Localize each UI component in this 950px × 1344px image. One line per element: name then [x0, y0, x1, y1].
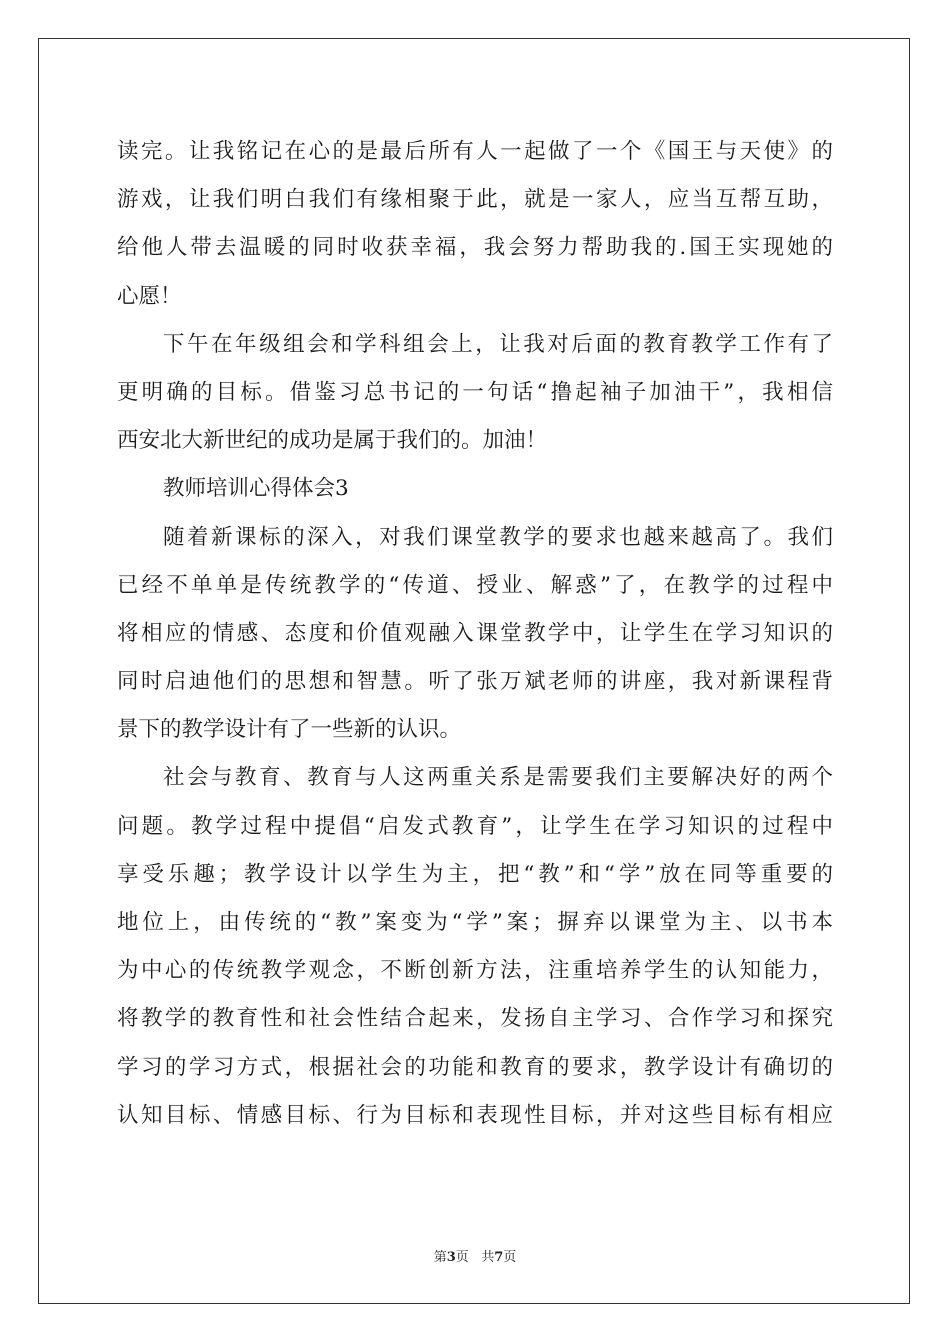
section-heading: 教师培训心得体会3	[163, 476, 349, 502]
text-line: 游戏，让我们明白我们有缘相聚于此，就是一家人，应当互帮互助，	[117, 187, 833, 213]
text-line: 将相应的情感、态度和价值观融入课堂教学中，让学生在学习知识的	[117, 620, 833, 646]
text-line: 社会与教育、教育与人这两重关系是需要我们主要解决好的两个	[163, 765, 833, 791]
text-line: 景下的教学设计有了一些新的认识。	[117, 717, 462, 743]
page-number: 3	[446, 1250, 456, 1265]
text-line: 下午在年级组会和学科组会上，让我对后面的教育教学工作有了	[163, 331, 833, 357]
text-line: 西安北大新世纪的成功是属于我们的。加油！	[117, 428, 548, 454]
text-line: 将教学的教育性和社会性结合起来，发扬自主学习、合作学习和探究	[117, 1006, 833, 1032]
page-footer	[0, 1246, 950, 1265]
page-suffix: 页	[455, 1250, 469, 1265]
text-line: 地位上，由传统的“教”案变为“学”案；摒弃以课堂为主、以书本	[117, 910, 833, 935]
document-body	[117, 128, 833, 1140]
text-line: 给他人带去温暖的同时收获幸福，我会努力帮助我的.国王实现她的	[117, 235, 833, 261]
text-line: 随着新课标的深入，对我们课堂教学的要求也越来越高了。我们	[163, 524, 833, 550]
text-line: 已经不单单是传统教学的“传道、授业、解惑”了，在教学的过程中	[117, 572, 833, 598]
text-line: 读完。让我铭记在心的是最后所有人一起做了一个《国王与天使》的	[117, 139, 833, 164]
text-line: 更明确的目标。借鉴习总书记的一句话“撸起袖子加油干”，我相信	[117, 379, 833, 405]
text-line: 同时启迪他们的思想和智慧。听了张万斌老师的讲座，我对新课程背	[117, 669, 833, 695]
text-line: 认知目标、情感目标、行为目标和表现性目标，并对这些目标有相应	[117, 1102, 833, 1128]
text-line: 心愿！	[117, 283, 182, 309]
text-line: 问题。教学过程中提倡“启发式教育”，让学生在学习知识的过程中	[117, 813, 833, 839]
total-prefix: 共	[481, 1250, 495, 1265]
total-pages: 7	[494, 1250, 504, 1265]
total-suffix: 页	[503, 1250, 517, 1265]
text-line: 为中心的传统教学观念，不断创新方法，注重培养学生的认知能力，	[117, 958, 833, 984]
page-prefix: 第	[433, 1250, 447, 1265]
text-line: 享受乐趣；教学设计以学生为主，把“教”和“学”放在同等重要的	[117, 861, 833, 887]
text-line: 学习的学习方式，根据社会的功能和教育的要求，教学设计有确切的	[117, 1054, 833, 1080]
